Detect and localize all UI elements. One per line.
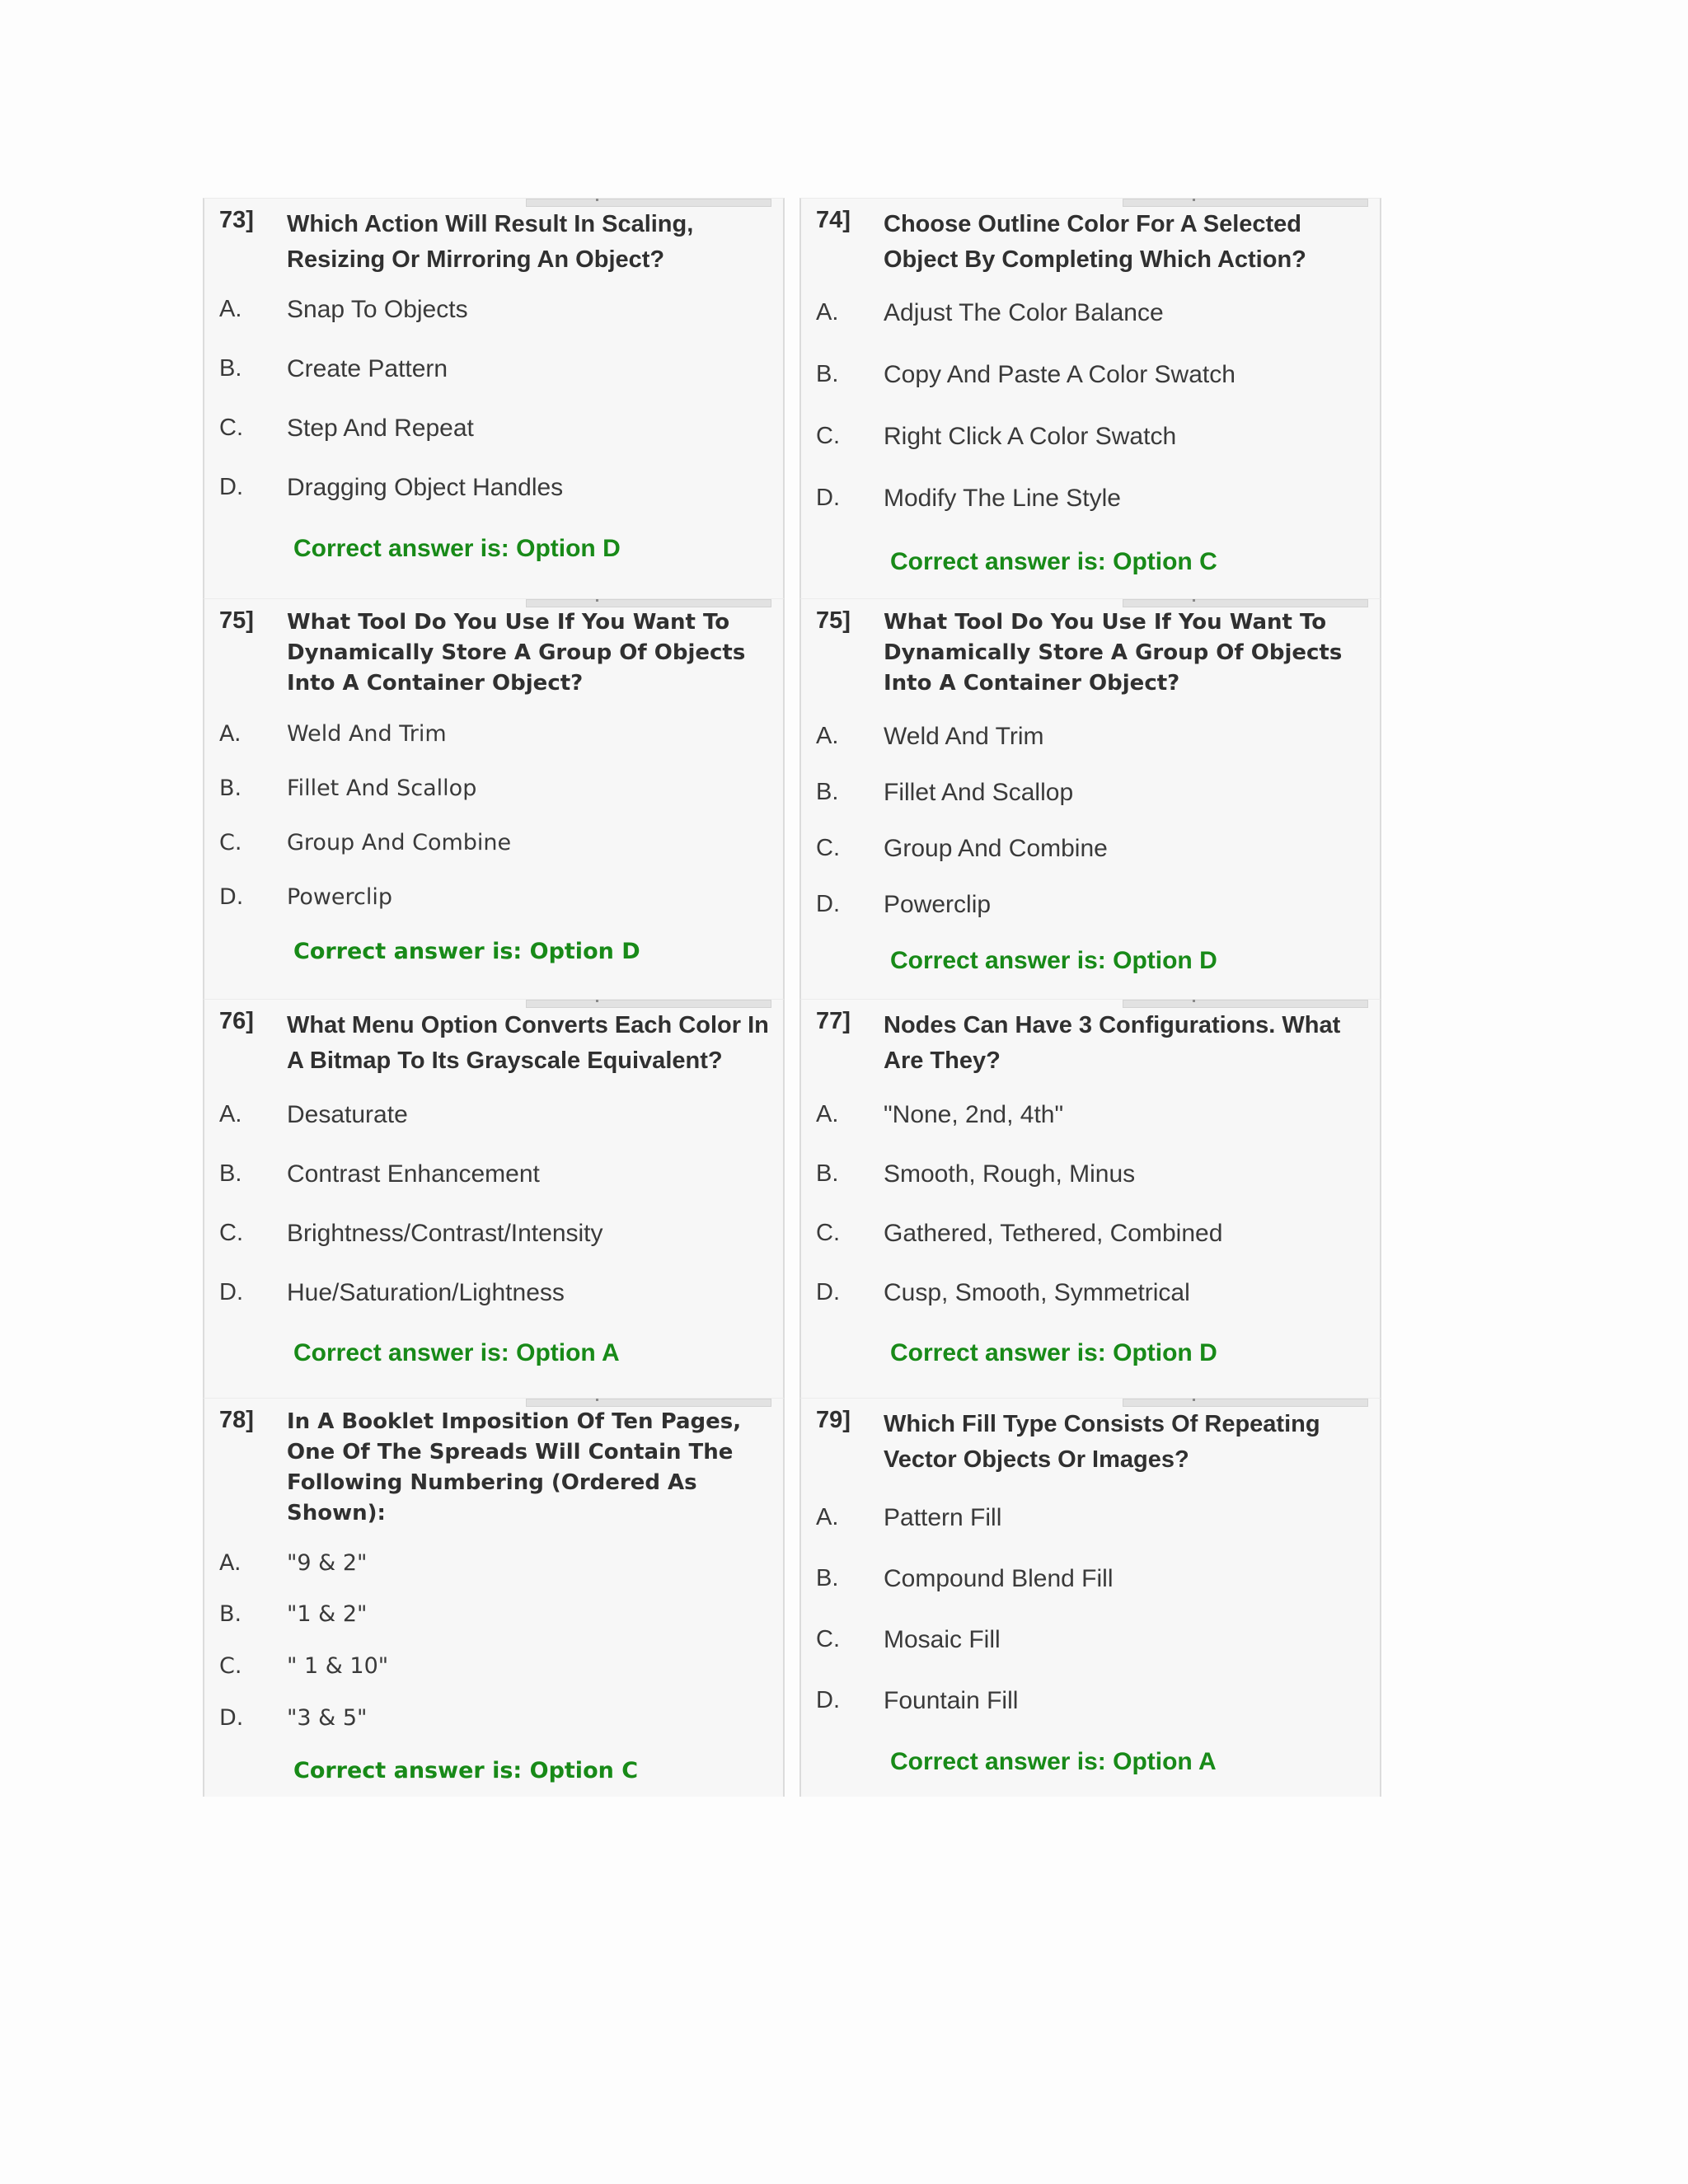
correct-answer: Correct answer is: Option C (293, 1758, 639, 1783)
correct-answer: Correct answer is: Option A (293, 1339, 620, 1366)
question-text: What Tool Do You Use If You Want To Dynamically Store A Group Of Objects Into A Container Object? (884, 610, 1343, 696)
option-letter: D. (219, 1705, 244, 1731)
option-text: Contrast Enhancement (287, 1160, 540, 1188)
option-letter: C. (816, 835, 840, 861)
question-card-78 (203, 1398, 785, 1797)
option-letter: A. (219, 1101, 242, 1127)
option-letter: A. (816, 723, 839, 749)
question-text: In A Booklet Imposition Of Ten Pages, One Of The Spreads Will Contain The Following Numbering (Ordered As Shown): (287, 1409, 742, 1526)
scrollbar[interactable] (526, 199, 771, 207)
question-number: 73] (219, 207, 254, 233)
question-number: 74] (816, 207, 851, 233)
option-letter: B. (816, 361, 839, 387)
option-text: Gathered, Tethered, Combined (884, 1220, 1223, 1247)
option-letter: D. (816, 485, 840, 511)
option-text: Fillet And Scallop (884, 779, 1074, 806)
scrollbar[interactable] (1123, 599, 1368, 607)
option-text: Compound Blend Fill (884, 1565, 1114, 1592)
scrollbar[interactable] (526, 1000, 771, 1008)
option-text: Fountain Fill (884, 1687, 1019, 1714)
option-text: Powerclip (287, 884, 393, 910)
question-number: 79] (816, 1407, 851, 1433)
option-letter: B. (219, 1601, 242, 1627)
correct-answer: Correct answer is: Option D (890, 947, 1217, 974)
option-text: Snap To Objects (287, 296, 468, 323)
option-text: Pattern Fill (884, 1504, 1002, 1531)
option-letter: C. (219, 415, 243, 441)
option-letter: D. (219, 474, 243, 500)
option-text: Right Click A Color Swatch (884, 423, 1177, 450)
option-text: Smooth, Rough, Minus (884, 1160, 1136, 1188)
option-text: "9 & 2" (287, 1550, 368, 1576)
correct-answer: Correct answer is: Option D (890, 1339, 1217, 1366)
option-letter: D. (816, 1687, 840, 1713)
option-letter: D. (816, 1279, 840, 1305)
scrollbar[interactable] (1123, 199, 1368, 207)
option-letter: B. (219, 355, 242, 382)
scrollbar[interactable] (526, 599, 771, 607)
question-text: Which Action Will Result In Scaling, Resizing Or Mirroring An Object? (287, 211, 694, 273)
option-letter: B. (816, 1160, 839, 1187)
option-letter: C. (219, 830, 242, 855)
option-letter: C. (219, 1220, 243, 1246)
question-text: Which Fill Type Consists Of Repeating Vector Objects Or Images? (884, 1411, 1320, 1473)
option-letter: B. (219, 776, 242, 801)
correct-answer: Correct answer is: Option A (890, 1748, 1217, 1775)
option-letter: B. (219, 1160, 242, 1187)
option-text: Adjust The Color Balance (884, 299, 1164, 326)
option-text: " 1 & 10" (287, 1653, 389, 1679)
question-number: 76] (219, 1008, 254, 1034)
option-letter: C. (816, 1626, 840, 1652)
option-letter: A. (816, 1504, 839, 1530)
option-text: Modify The Line Style (884, 485, 1121, 512)
option-letter: D. (219, 1279, 243, 1305)
question-text: Nodes Can Have 3 Configurations. What Are They? (884, 1012, 1341, 1074)
option-text: Group And Combine (287, 830, 512, 855)
question-number: 78] (219, 1407, 254, 1433)
question-number: 75] (219, 607, 254, 634)
option-letter: A. (219, 721, 241, 747)
question-text: Choose Outline Color For A Selected Object By Completing Which Action? (884, 211, 1306, 273)
question-grid (203, 198, 1381, 1797)
option-letter: C. (219, 1653, 242, 1679)
option-text: Create Pattern (287, 355, 448, 382)
option-text: Weld And Trim (287, 721, 447, 747)
question-number: 75] (816, 607, 851, 634)
option-text: "1 & 2" (287, 1601, 368, 1627)
option-letter: C. (816, 1220, 840, 1246)
correct-answer: Correct answer is: Option D (293, 535, 621, 562)
option-text: Group And Combine (884, 835, 1108, 862)
question-text: What Menu Option Converts Each Color In A Bitmap To Its Grayscale Equivalent? (287, 1012, 769, 1074)
option-text: "None, 2nd, 4th" (884, 1101, 1064, 1128)
option-text: Powerclip (884, 891, 992, 918)
option-text: Cusp, Smooth, Symmetrical (884, 1279, 1190, 1306)
scrollbar[interactable] (1123, 1000, 1368, 1008)
option-text: Hue/Saturation/Lightness (287, 1279, 565, 1306)
option-text: Step And Repeat (287, 415, 474, 442)
option-letter: B. (816, 779, 839, 805)
option-letter: D. (816, 891, 840, 917)
question-card-74 (799, 198, 1381, 598)
option-text: Weld And Trim (884, 723, 1044, 750)
option-text: Brightness/Contrast/Intensity (287, 1220, 603, 1247)
option-text: Mosaic Fill (884, 1626, 1001, 1653)
option-letter: A. (816, 299, 839, 326)
scrollbar[interactable] (526, 1399, 771, 1407)
option-letter: A. (816, 1101, 839, 1127)
question-number: 77] (816, 1008, 851, 1034)
option-letter: A. (219, 1550, 241, 1576)
scrollbar[interactable] (1123, 1399, 1368, 1407)
option-letter: D. (219, 884, 244, 910)
option-text: Copy And Paste A Color Swatch (884, 361, 1236, 388)
question-card-73 (203, 198, 785, 598)
question-card-79 (799, 1398, 1381, 1797)
question-card-77 (799, 999, 1381, 1398)
option-text: Fillet And Scallop (287, 776, 477, 801)
correct-answer: Correct answer is: Option D (293, 939, 640, 964)
option-letter: C. (816, 423, 840, 449)
option-text: Desaturate (287, 1101, 408, 1128)
option-letter: B. (816, 1565, 839, 1591)
question-card-76 (203, 999, 785, 1398)
option-text: "3 & 5" (287, 1705, 368, 1731)
question-card-75-duplicate (799, 598, 1381, 999)
correct-answer: Correct answer is: Option C (890, 548, 1217, 575)
question-card-75 (203, 598, 785, 999)
option-text: Dragging Object Handles (287, 474, 564, 501)
question-text: What Tool Do You Use If You Want To Dynamically Store A Group Of Objects Into A Container Object? (287, 610, 746, 696)
option-letter: A. (219, 296, 242, 322)
